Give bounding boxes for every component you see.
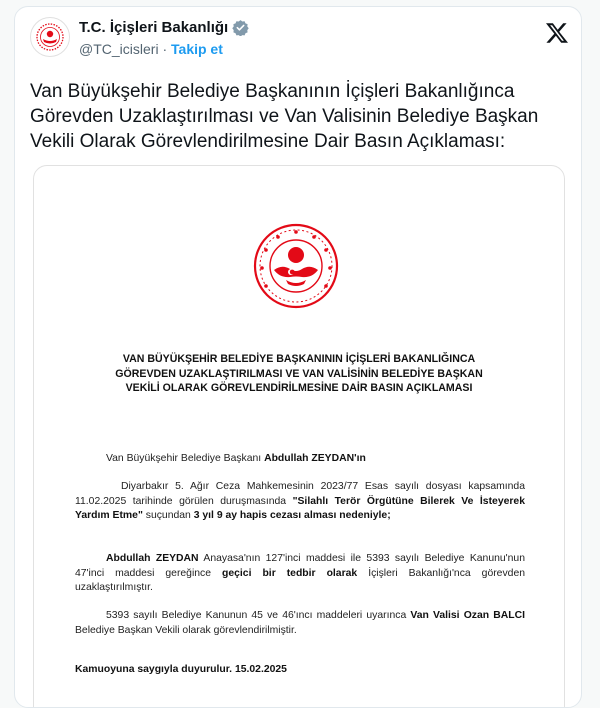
press-release-image[interactable] [33,165,565,708]
handle-row [79,41,223,57]
x-logo-icon[interactable] [545,21,569,45]
document-title [74,352,524,396]
ministry-seal-icon [252,222,340,310]
account-name[interactable]: T.C. İçişleri Bakanlığı [79,19,229,36]
paragraph-4: 5393 sayılı Belediye Kanunun 45 ve 46'ıncı maddeleri uyarınca Van Valisi Ozan BALCI Belediye Başkan Vekili olarak görevlendirilmiştir. [75,610,525,636]
tweet-card [14,6,582,708]
closing-line: Kamuoyuna saygıyla duyurulur. 15.02.2025 [75,664,287,675]
paragraph-2: Diyarbakır 5. Ağır Ceza Mahkemesinin 2023/77 Esas sayılı dosyası kapsamında 11.02.2025 tarihinde görülen duruşmasında "Silahlı Terör Örgütüne Bilerek Ve İsteyerek Yardım Etme" suçundan 3 yıl 9 ay hapis cezası alması nedeniyle; [75,481,525,521]
account-name-row [79,19,249,36]
verified-badge-icon [232,19,249,36]
separator-dot: · [162,41,168,57]
avatar[interactable] [30,17,70,57]
document-title-line: VEKİLİ OLARAK GÖREVLENDİRİLMESİNE DAİR BASIN AÇIKLAMASI [125,382,473,394]
document-title-line: VAN BÜYÜKŞEHİR BELEDİYE BAŞKANININ İÇİŞLERİ BAKANLIĞINCA [122,353,476,365]
paragraph-1: Van Büyükşehir Belediye Başkanı Abdullah ZEYDAN'ın [106,453,366,464]
follow-button[interactable]: Takip et [171,41,223,57]
paragraph-3: Abdullah ZEYDAN Anayasa'nın 127'inci maddesi ile 5393 sayılı Belediye Kanunu'nun 47'inci maddesi gereğince geçici bir tedbir olarak İçişleri Bakanlığı'nca görevden uzaklaştırılmıştır. [75,553,525,593]
account-handle[interactable]: @TC_icisleri [79,41,159,57]
ministry-seal-icon [35,22,65,52]
document-title-line: GÖREVDEN UZAKLAŞTIRILMASI VE VAN VALİSİNİN BELEDİYE BAŞKAN [115,367,483,380]
tweet-text: Van Büyükşehir Belediye Başkanının İçişleri Bakanlığınca Görevden Uzaklaştırılması ve Van Valisinin Belediye Başkan Vekili Olarak Görevlendirilmesine Dair Basın Açıklaması: [30,81,539,152]
